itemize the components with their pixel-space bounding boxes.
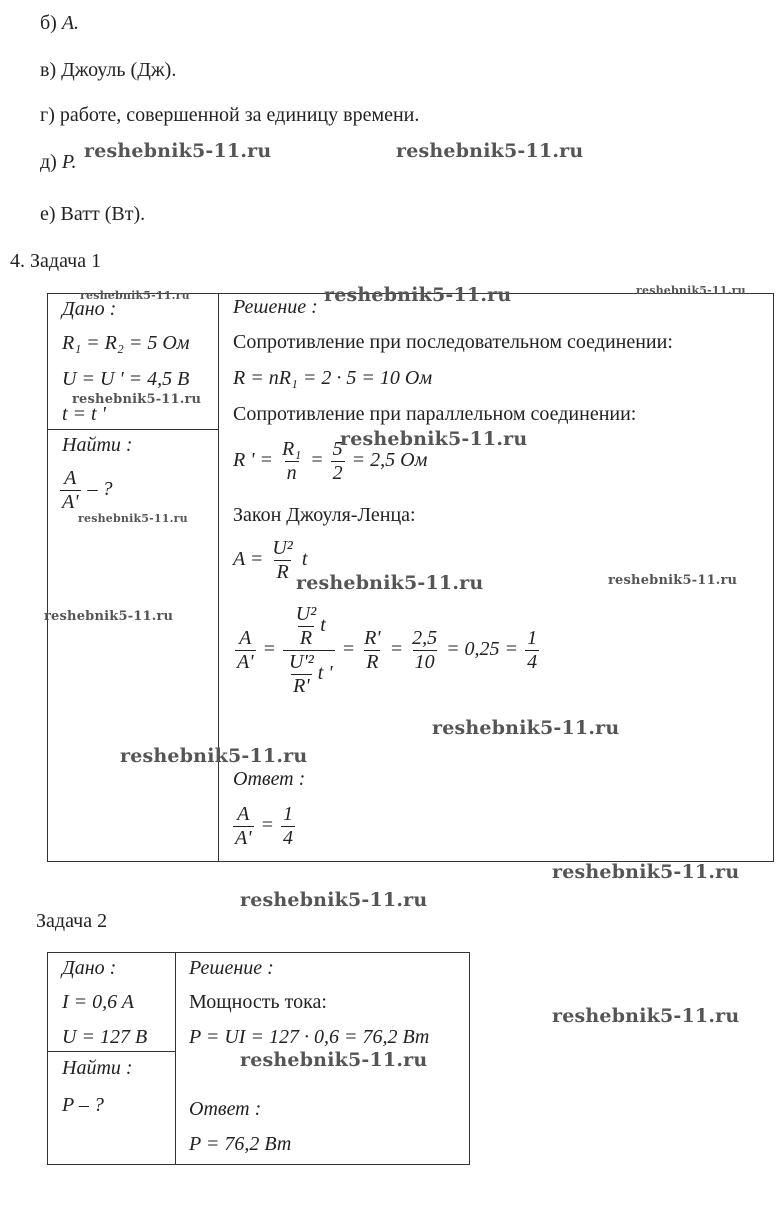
task1-law-text: Закон Джоуля-Ленца: [233,504,416,526]
task1-series-text: Сопротивление при последовательном соединении: [233,331,673,353]
watermark: reshebnik5-11.ru [44,609,174,624]
task1-solution-label: Решение : [233,296,318,318]
task1-given-1: R₁ = R₂ = 5 Ом [62,332,190,354]
task1-answer-label: Ответ : [233,768,306,790]
watermark: reshebnik5-11.ru [552,1005,740,1027]
task2-find: P – ? [62,1094,104,1116]
task2-answer: P = 76,2 Вт [189,1133,292,1155]
task1-ratio-formula: $\frac{A}{A'}$ = $\frac{\text{U²}}{R}$ t $\frac{\text{U'²}}{R'}$ t ' = $\frac{R'}{R}$ = $\frac{2,5}{10}$ = 0,25 = $\frac{1}{4}$ [237,603,538,697]
task2-solution-label: Решение : [189,957,274,979]
watermark: reshebnik5-11.ru [78,512,188,525]
answer-g: г) работе, совершенной за единицу времени. [40,104,420,126]
answer-b: б) А. [40,12,80,34]
task2-power-text: Мощность тока: [189,991,327,1013]
task1-answer: $\frac{A}{A'}$ = $\frac{1}{4}$ [235,803,293,849]
watermark: reshebnik5-11.ru [324,284,512,306]
watermark: reshebnik5-11.ru [240,1049,428,1071]
task2-given-2: U = 127 B [62,1026,148,1048]
watermark: reshebnik5-11.ru [396,140,584,162]
watermark: reshebnik5-11.ru [340,428,528,450]
task1-heading: 4. Задача 1 [10,250,102,272]
task1-parallel-text: Сопротивление при параллельном соединении: [233,403,637,425]
task2-given-divider [47,1051,175,1052]
task2-given-1: I = 0,6 A [62,991,135,1013]
watermark: reshebnik5-11.ru [80,289,190,302]
task1-given-divider [47,429,218,430]
task1-given-2: U = U ' = 4,5 B [62,368,190,390]
task1-given-label: Дано : [62,298,117,320]
task2-find-label: Найти : [62,1057,133,1079]
task2-answer-label: Ответ : [189,1098,262,1120]
task2-divider [175,952,176,1165]
watermark: reshebnik5-11.ru [296,572,484,594]
task1-parallel-formula: R ' = $\frac{\text{R₁}}{n}$ = $\frac{5}{2}$ = 2,5 Ом [233,438,428,484]
watermark: reshebnik5-11.ru [552,861,740,883]
task1-given-3: t = t ' [62,403,106,425]
watermark: reshebnik5-11.ru [432,717,620,739]
task2-power-formula: P = UI = 127 · 0,6 = 76,2 Вт [189,1026,430,1048]
answer-e: е) Ватт (Вт). [40,203,146,225]
task1-divider [218,293,219,862]
watermark: reshebnik5-11.ru [84,140,272,162]
answer-d: д) P. [40,151,77,173]
watermark: reshebnik5-11.ru [240,889,428,911]
task2-given-label: Дано : [62,957,117,979]
task1-law-formula: A = $\frac{\text{U²}}{R}$ t [233,537,308,583]
watermark: reshebnik5-11.ru [636,284,746,297]
watermark: reshebnik5-11.ru [120,745,308,767]
task1-series-formula: R = nR₁ = 2 · 5 = 10 Ом [233,367,433,389]
task1-find: $\frac{A}{A'}$ – ? [62,467,113,513]
task1-find-label: Найти : [62,434,133,456]
answer-v: в) Джоуль (Дж). [40,59,177,81]
watermark: reshebnik5-11.ru [608,573,738,588]
task2-heading: Задача 2 [36,910,108,932]
watermark: reshebnik5-11.ru [72,392,202,407]
